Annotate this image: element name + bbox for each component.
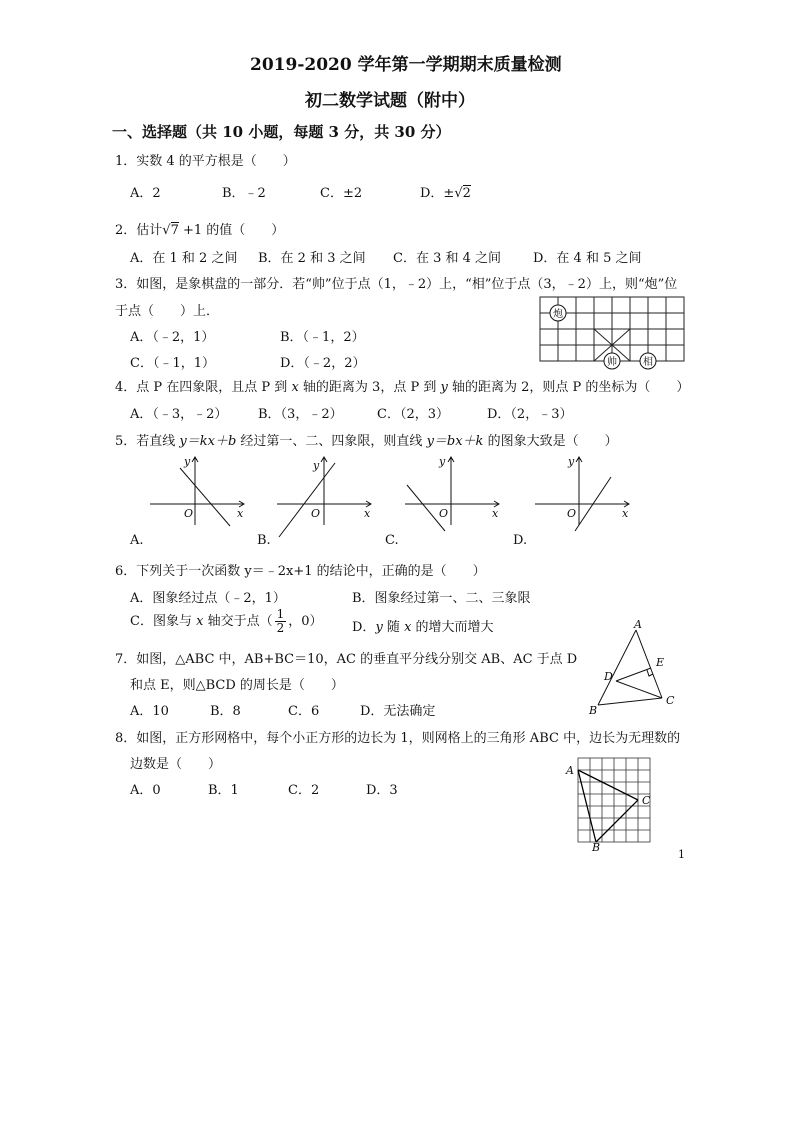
question-3-option-d: D．（﹣2，2） — [280, 356, 366, 371]
graph-a-x-label: x — [237, 507, 244, 520]
question-4-var-x: x — [291, 380, 299, 395]
section-heading: 一、选择题（共 10 小题，每题 3 分，共 30 分） — [112, 123, 451, 141]
triangle-figure — [588, 620, 688, 716]
question-5-stem-b: 经过第一、二、四象限，则直线 — [236, 434, 427, 449]
question-2-stem-pre: 2．估计 — [115, 223, 163, 238]
piece-xiang — [640, 353, 656, 369]
question-6-d-post: 的增大而增大 — [411, 620, 494, 635]
graph-d-y-label: y — [568, 455, 575, 468]
question-5-eq1: y＝kx＋b — [179, 434, 237, 449]
question-6-c-pre: C．图象与 — [130, 614, 197, 629]
exam-subtitle: 初二数学试题（附中） — [305, 91, 475, 111]
graph-c-origin-label: O — [439, 507, 449, 520]
question-2-radicand: 7 — [170, 223, 179, 238]
question-4-option-c: C．（2，3） — [377, 407, 449, 422]
question-6-d-mid: 随 — [382, 620, 405, 635]
piece-pao — [550, 305, 566, 321]
question-4-stem-b: 轴的距离为 3，点 P 到 — [298, 380, 441, 395]
question-5-stem-c: 的图象大致是（ ） — [483, 434, 618, 449]
question-8-option-c: C．2 — [288, 783, 320, 798]
graph-option-c — [405, 455, 505, 527]
triangle-label-a: A — [634, 618, 642, 631]
fraction-one-half — [275, 608, 287, 635]
question-3-stem-line2: 于点（ ）上． — [115, 304, 220, 319]
question-8-option-d: D．3 — [366, 783, 398, 798]
piece-pao-label: 炮 — [553, 309, 563, 320]
question-6-d-pre: D． — [352, 620, 376, 635]
question-3-option-c: C．（﹣1，1） — [130, 356, 215, 371]
question-6-c-post: ，0） — [288, 614, 323, 629]
question-1-option-d-label: D．± — [420, 186, 455, 201]
question-3-option-b: B．（﹣1，2） — [280, 330, 365, 345]
question-1-option-c: C．±2 — [320, 186, 363, 201]
question-6-option-c — [130, 608, 323, 635]
triangle-label-b: B — [589, 704, 598, 717]
question-7-option-c: C．6 — [288, 704, 320, 719]
question-2-stem-post: +1 的值（ ） — [178, 223, 285, 238]
question-4-stem-a: 4．点 P 在四象限，且点 P 到 — [115, 380, 292, 395]
question-6-option-a: A．图象经过点（﹣2，1） — [130, 591, 286, 606]
question-3-stem-line1: 3．如图，是象棋盘的一部分．若“帅”位于点（1，﹣2）上，“相”位于点（3，﹣2）上，则“炮”位 — [115, 277, 678, 292]
question-4-option-a: A．（﹣3，﹣2） — [130, 407, 228, 422]
question-7-option-b: B．8 — [210, 704, 241, 719]
grid-label-a: A — [566, 764, 574, 777]
triangle-label-c: C — [666, 694, 675, 707]
question-8-stem-line1: 8．如图，正方形网格中，每个小正方形的边长为 1，则网格上的三角形 ABC 中，边长为无理数的 — [115, 731, 681, 746]
question-2-option-a: A．在 1 和 2 之间 — [130, 251, 238, 266]
grid-label-c: C — [642, 794, 651, 807]
graph-a-y-label: y — [184, 455, 191, 468]
question-5-stem-a: 5．若直线 — [115, 434, 180, 449]
question-8-stem-line2: 边数是（ ） — [130, 757, 222, 772]
graph-d-origin-label: O — [567, 507, 577, 520]
question-1-stem: 1．实数 4 的平方根是（ ） — [115, 154, 296, 169]
question-6-option-d — [352, 616, 494, 635]
piece-xiang-label: 相 — [643, 357, 653, 368]
question-5-option-d: D. — [513, 533, 528, 548]
graph-b-y-label: y — [313, 459, 320, 472]
question-2-stem — [115, 219, 284, 238]
question-4-stem-c: 轴的距离为 2，则点 P 的坐标为（ ） — [447, 380, 690, 395]
piece-shuai-label: 帅 — [607, 357, 617, 368]
question-5-stem — [115, 430, 618, 449]
grid-figure — [564, 750, 664, 854]
question-4-option-d: D．（2，﹣3） — [487, 407, 573, 422]
question-7-stem-line2: 和点 E，则△BCD 的周长是（ ） — [130, 678, 344, 693]
question-4-stem — [115, 376, 689, 395]
question-2-option-b: B．在 2 和 3 之间 — [258, 251, 366, 266]
question-4-var-y: y — [440, 380, 448, 395]
question-8-option-b: B．1 — [208, 783, 239, 798]
question-6-c-var: x — [196, 614, 204, 629]
question-5-option-a: A. — [130, 533, 144, 548]
question-1-option-b: B．﹣2 — [222, 186, 266, 201]
triangle-label-d: D — [604, 670, 613, 683]
triangle-label-e: E — [656, 656, 665, 669]
graph-b-x-label: x — [364, 507, 371, 520]
question-7-stem-line1: 7．如图，△ABC 中，AB+BC＝10，AC 的垂直平分线分别交 AB、AC 于点 D — [115, 652, 578, 667]
question-1-option-d-radicand: 2 — [462, 186, 471, 201]
question-4-option-b: B．（3，﹣2） — [258, 407, 343, 422]
graph-a-origin-label: O — [184, 507, 194, 520]
graph-option-d — [535, 455, 635, 527]
question-5-option-b: B. — [257, 533, 271, 548]
question-6-d-var2: x — [404, 620, 412, 635]
question-5-eq2: y＝bx＋k — [426, 434, 484, 449]
fraction-denominator: 2 — [276, 621, 285, 635]
fraction-numerator: 1 — [276, 607, 285, 621]
graph-option-a — [150, 455, 250, 527]
piece-shuai — [604, 353, 620, 369]
graph-c-y-label: y — [439, 455, 446, 468]
sqrt-icon: √ — [162, 223, 171, 238]
question-6-stem: 6．下列关于一次函数 y＝﹣2x+1 的结论中，正确的是（ ） — [115, 564, 486, 579]
question-1-option-a: A．2 — [130, 186, 161, 201]
graph-option-b — [277, 455, 377, 527]
exam-title: 2019-2020 学年第一学期期末质量检测 — [250, 55, 562, 75]
page-number: 1 — [678, 848, 685, 861]
question-5-option-c: C. — [385, 533, 399, 548]
chessboard-figure — [540, 297, 686, 368]
question-7-option-a: A．10 — [130, 704, 169, 719]
graph-d-x-label: x — [622, 507, 629, 520]
question-6-d-var1: y — [375, 620, 383, 635]
question-3-option-a: A．（﹣2，1） — [130, 330, 215, 345]
graph-b-origin-label: O — [311, 507, 321, 520]
question-6-option-b: B．图象经过第一、二、三象限 — [352, 591, 531, 606]
question-2-option-c: C．在 3 和 4 之间 — [393, 251, 502, 266]
question-1-option-d — [420, 182, 471, 201]
question-8-option-a: A．0 — [130, 783, 161, 798]
question-2-option-d: D．在 4 和 5 之间 — [533, 251, 642, 266]
grid-label-b: B — [592, 841, 601, 854]
question-6-c-mid: 轴交于点（ — [203, 614, 273, 629]
graph-c-x-label: x — [492, 507, 499, 520]
sqrt-icon: √ — [454, 186, 463, 201]
question-7-option-d: D．无法确定 — [360, 704, 436, 719]
